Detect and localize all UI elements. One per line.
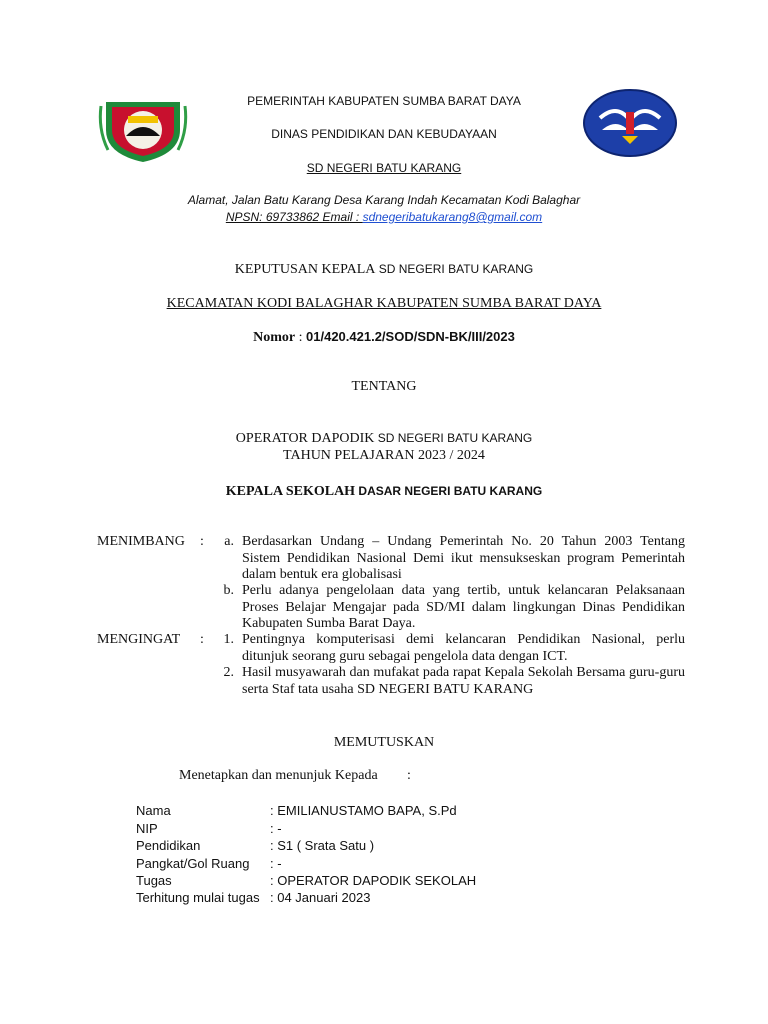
mengingat-mark-2: 2. [223,665,234,680]
nomor-value: 01/420.421.2/SOD/SDN-BK/III/2023 [306,329,515,344]
field-value-pendidikan: : S1 ( Srata Satu ) [270,838,375,853]
field-label-tugas: Tugas [136,873,172,888]
subject-a: OPERATOR DAPODIK [235,431,375,446]
decree-title-a: KEPUTUSAN KEPALA [234,262,376,277]
letterhead-department: DINAS PENDIDIKAN DAN KEBUDAYAAN [271,127,497,141]
nomor-label: Nomor [253,330,296,345]
letterhead-government: PEMERINTAH KABUPATEN SUMBA BARAT DAYA [247,94,521,108]
menimbang-colon: : [200,534,204,549]
mengingat-item-1: Pentingnya komputerisasi demi kelancaran Pendidikan Nasional, perlu ditunjuk seorang guru sebagai pengelola data dengan ICT. [242,632,685,664]
decree-number [0,329,768,346]
field-label-nama: Nama [136,803,171,818]
npsn-text: NPSN: 69733862 Email : [225,210,363,224]
menimbang-item-a: Berdasarkan Undang – Undang Pemerintah No. 20 Tahun 2003 Tentang Sistem Pendidikan Nasional Demi ikut mensukseskan program Pemerintah dalam bentuk era globalisasi [242,534,685,582]
mengingat-colon: : [200,632,204,647]
mengingat-mark-1: 1. [223,632,234,647]
memutuskan-heading: MEMUTUSKAN [333,735,435,750]
decree-subject [0,431,768,447]
field-value-tugas: : OPERATOR DAPODIK SEKOLAH [270,873,477,888]
decree-year: TAHUN PELAJARAN 2023 / 2024 [283,448,485,463]
menimbang-mark-a: a. [224,534,234,549]
letterhead-npsn-email [0,210,768,224]
decree-title [0,262,768,278]
menimbang-label: MENIMBANG [97,534,185,549]
decree-title-line2: KECAMATAN KODI BALAGHAR KABUPATEN SUMBA BARAT DAYA [166,296,602,311]
field-value-pangkat: : - [270,856,282,871]
appointment-intro: Menetapkan dan menunjuk Kepada [179,768,378,783]
menimbang-mark-b: b. [223,583,234,598]
letterhead-address: Alamat, Jalan Batu Karang Desa Karang Indah Kecamatan Kodi Balaghar [187,193,581,207]
field-value-nip: : - [270,821,282,836]
subject-b: SD NEGERI BATU KARANG [374,431,533,445]
mengingat-item-2: Hasil musyawarah dan mufakat pada rapat Kepala Sekolah Bersama guru-guru serta Staf tata usaha SD NEGERI BATU KARANG [242,665,685,697]
tentang-heading: TENTANG [351,379,417,394]
menimbang-item-b: Perlu adanya pengelolaan data yang tertib, untuk kelancaran Pelaksanaan Proses Belajar Mengajar pada SD/MI dalam lingkungan Dinas Pendidikan Kabupaten Sumba Barat Daya. [242,583,685,631]
nomor-separator: : [295,330,307,345]
field-label-pendidikan: Pendidikan [136,838,201,853]
head-b: DASAR NEGERI BATU KARANG [355,484,543,498]
school-head-heading [0,484,768,500]
field-value-nama: : EMILIANUSTAMO BAPA, S.Pd [270,803,457,818]
field-value-terhitung: : 04 Januari 2023 [270,890,371,905]
head-a: KEPALA SEKOLAH [225,484,356,499]
email-link[interactable]: sdnegeribatukarang8@gmail.com [362,210,543,224]
letterhead-school-name: SD NEGERI BATU KARANG [306,161,462,175]
field-label-pangkat: Pangkat/Gol Ruang [136,856,250,871]
field-label-terhitung: Terhitung mulai tugas [136,890,260,905]
mengingat-label: MENGINGAT [97,632,181,647]
field-label-nip: NIP [136,821,158,836]
appointment-intro-colon: : [407,768,411,783]
decree-title-b: SD NEGERI BATU KARANG [375,262,534,276]
